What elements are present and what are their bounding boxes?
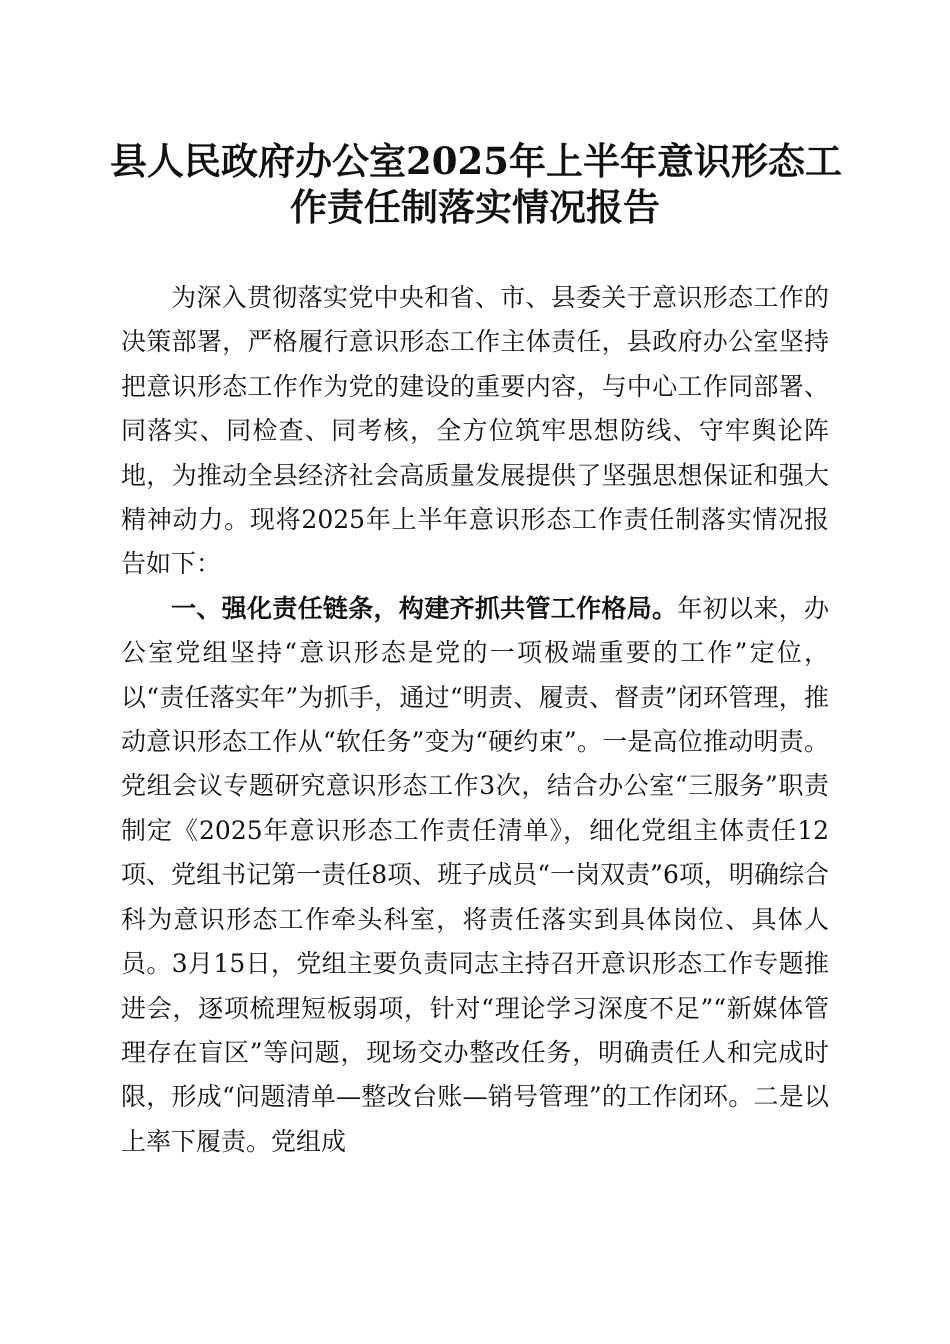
document-title-line-1: 县人民政府办公室2025年上半年意识形态工 <box>110 139 842 183</box>
section-1-text: 年初以来，办公室党组坚持“意识形态是党的一项极端重要的工作”定位，以“责任落实年”为抓手，通过“明责、履责、督责”闭环管理，推动意识形态工作从“软任务”变为“硬约束”。一是高位推动明责。党组会议专题研究意识形态工作3次，结合办公室“三服务”职责制定《2025年意识形态工作责任清单》，细化党组主体责任12项、党组书记第一责任8项、班子成员“一岗双责”6项，明确综合科为意识形态工作牵头科室，将责任落实到具体岗位、具体人员。3月15日，党组主要负责同志主持召开意识形态工作专题推进会，逐项梳理短板弱项，针对“理论学习深度不足”“新媒体管理存在盲区”等问题，现场交办整改任务，明确责任人和完成时限，形成“问题清单—整改台账—销号管理”的工作闭环。二是以上率下履责。党组成 <box>121 593 829 1156</box>
document-body <box>121 276 829 1164</box>
intro-paragraph: 为深入贯彻落实党中央和省、市、县委关于意识形态工作的决策部署，严格履行意识形态工作主体责任，县政府办公室坚持把意识形态工作作为党的建设的重要内容，与中心工作同部署、同落实、同检查、同考核，全方位筑牢思想防线、守牢舆论阵地，为推动全县经济社会高质量发展提供了坚强思想保证和强大精神动力。现将2025年上半年意识形态工作责任制落实情况报告如下： <box>121 283 829 579</box>
section-1-heading: 一、强化责任链条，构建齐抓共管工作格局。 <box>171 593 678 623</box>
document-title-line-2: 作责任制落实情况报告 <box>290 185 660 229</box>
section-1-paragraph <box>121 587 829 1164</box>
